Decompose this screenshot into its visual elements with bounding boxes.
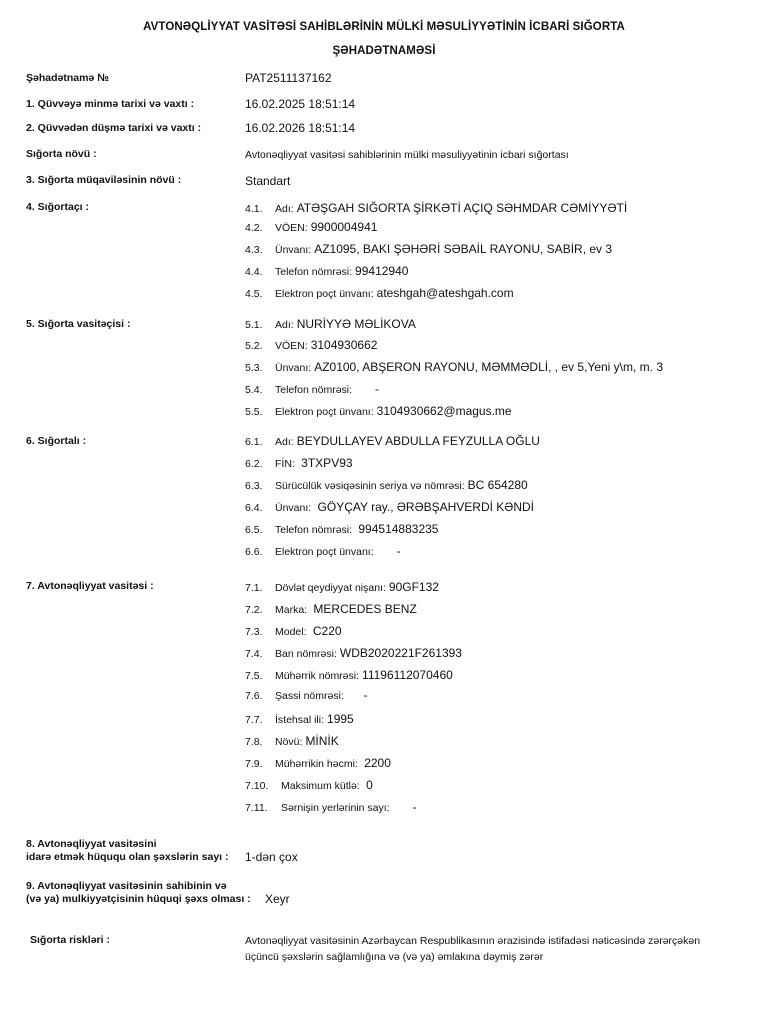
- item-key: Mühərrikin həcmi:: [275, 758, 358, 770]
- item-key: VÖEN:: [275, 222, 308, 234]
- item-value: 11196112070460: [362, 668, 453, 682]
- legal-entity-label-line1: 9. Avtonəqliyyat vasitəsinin sahibinin və: [26, 880, 227, 892]
- item-number: 7.2.: [245, 604, 263, 616]
- item-number: 7.8.: [245, 736, 263, 748]
- item-number: 6.5.: [245, 524, 263, 536]
- item-key: Maksimum kütlə:: [281, 780, 360, 792]
- contract-type-value: Standart: [245, 174, 291, 188]
- insured-name-row: [245, 434, 540, 448]
- item-number: 4.3.: [245, 244, 263, 256]
- item-value: ATƏŞGAH SIĞORTA ŞİRKƏTİ AÇIQ SƏHMDAR CƏMİYYƏTİ: [296, 201, 628, 215]
- vehicle-kind-row: [245, 734, 339, 748]
- item-value: 2200: [360, 756, 391, 770]
- item-key: Telefon nömrəsi:: [275, 266, 353, 278]
- item-value: -: [346, 688, 368, 702]
- end-label: 2. Qüvvədən düşmə tarixi və vaxtı :: [26, 122, 202, 134]
- vehicle-mass-row: [245, 778, 373, 792]
- item-number: 6.6.: [245, 546, 263, 558]
- vehicle-body-row: [245, 646, 462, 660]
- item-value: 3TXPV93: [297, 456, 353, 470]
- insurance-type-value: Avtonəqliyyat vasitəsi sahiblərinin mülki məsuliyyətinin icbari sığortası: [245, 149, 569, 161]
- cert-no-value: PAT2511137162: [245, 71, 332, 85]
- item-number: 4.2.: [245, 222, 263, 234]
- item-number: 5.4.: [245, 384, 263, 396]
- item-value: 99412940: [355, 264, 409, 278]
- vehicle-plate-row: [245, 580, 439, 594]
- vehicle-engine-row: [245, 668, 453, 682]
- document-title-line2: ŞƏHADƏTNAMƏSİ: [332, 45, 436, 57]
- agent-name-row: [245, 317, 416, 331]
- item-key: İstehsal ili:: [275, 714, 325, 726]
- drivers-value: 1-dən çox: [245, 850, 298, 864]
- item-value: -: [392, 800, 417, 814]
- item-value: 90GF132: [388, 580, 439, 594]
- item-value: NURİYYƏ MƏLİKOVA: [296, 317, 416, 331]
- item-value: 3104930662: [310, 338, 378, 352]
- drivers-label: [26, 838, 228, 864]
- insured-address-row: [245, 500, 534, 514]
- drivers-label-line2: idarə etmək hüququ olan şəxslərin sayı :: [26, 851, 229, 863]
- item-key: Ünvanı:: [275, 362, 312, 374]
- vehicle-label: 7. Avtonəqliyyat vasitəsi :: [26, 580, 154, 592]
- item-value: GÖYÇAY ray., ƏRƏBŞAHVERDİ KƏNDİ: [314, 500, 534, 514]
- item-value: 9900004941: [310, 220, 378, 234]
- drivers-label-line1: 8. Avtonəqliyyat vasitəsini: [26, 838, 157, 850]
- item-number: 6.1.: [245, 436, 263, 448]
- insured-email-row: [245, 544, 401, 558]
- item-key: Adı:: [275, 203, 294, 215]
- insurance-type-label: Sığorta növü :: [26, 148, 97, 160]
- insured-license-row: [245, 478, 528, 492]
- item-key: Mühərrik nömrəsi:: [275, 670, 360, 682]
- vehicle-year-row: [245, 712, 354, 726]
- vehicle-volume-row: [245, 756, 391, 770]
- item-number: 4.5.: [245, 288, 263, 300]
- item-number: 6.3.: [245, 480, 263, 492]
- item-key: Şassi nömrəsi:: [275, 690, 344, 702]
- vehicle-model-row: [245, 624, 342, 638]
- item-key: Elektron poçt ünvanı:: [275, 406, 374, 418]
- insurer-label: 4. Sığortaçı :: [26, 201, 90, 213]
- item-value: WDB2020221F261393: [339, 646, 462, 660]
- agent-address-row: [245, 360, 663, 374]
- item-number: 7.1.: [245, 582, 263, 594]
- item-number: 7.5.: [245, 670, 263, 682]
- agent-label: 5. Sığorta vasitəçisi :: [26, 318, 131, 330]
- insured-phone-row: [245, 522, 438, 536]
- item-value: -: [355, 382, 380, 396]
- insurer-name-row: [245, 201, 627, 215]
- start-value: 16.02.2025 18:51:14: [245, 97, 356, 111]
- item-key: Ban nömrəsi:: [275, 648, 337, 660]
- item-number: 5.3.: [245, 362, 263, 374]
- item-value: BEYDULLAYEV ABDULLA FEYZULLA OĞLU: [296, 434, 540, 448]
- vehicle-make-row: [245, 602, 417, 616]
- legal-entity-label: [26, 880, 251, 906]
- item-key: Elektron poçt ünvanı:: [275, 546, 374, 558]
- item-value: C220: [309, 624, 342, 638]
- item-key: Marka:: [275, 604, 308, 616]
- agent-phone-row: [245, 382, 379, 396]
- vehicle-seats-row: [245, 800, 417, 814]
- agent-voen-row: [245, 338, 377, 352]
- item-value: AZ0100, ABŞERON RAYONU, MƏMMƏDLİ, , ev 5,Yeni y\m, m. 3: [314, 360, 664, 374]
- item-value: AZ1095, BAKI ŞƏHƏRİ SƏBAİL RAYONU, SABİR, ev 3: [314, 242, 613, 256]
- item-key: Telefon nömrəsi:: [275, 524, 353, 536]
- item-key: FİN:: [275, 458, 295, 470]
- item-key: Ünvanı:: [275, 502, 312, 514]
- item-number: 5.5.: [245, 406, 263, 418]
- legal-entity-value: Xeyr: [265, 892, 290, 906]
- contract-type-label: 3. Sığorta müqaviləsinin növü :: [26, 174, 182, 186]
- risks-label: Sığorta riskləri :: [30, 934, 110, 946]
- insurer-voen-row: [245, 220, 377, 234]
- item-number: 5.1.: [245, 319, 263, 331]
- item-number: 7.10.: [245, 780, 269, 792]
- cert-no-label: Şəhadətnamə №: [26, 72, 109, 84]
- item-number: 6.2.: [245, 458, 263, 470]
- document-title-line1: AVTONƏQLİYYAT VASİTƏSİ SAHİBLƏRİNİN MÜLKİ MƏSULİYYƏTİNİN İCBARİ SIĞORTA: [143, 21, 625, 33]
- item-value: 0: [362, 778, 373, 792]
- item-key: Ünvanı:: [275, 244, 312, 256]
- item-number: 7.4.: [245, 648, 263, 660]
- item-key: Növü:: [275, 736, 303, 748]
- item-key: Adı:: [275, 319, 294, 331]
- item-key: Dövlət qeydiyyat nişanı:: [275, 582, 386, 594]
- item-key: Sərnişin yerlərinin sayı:: [281, 802, 390, 814]
- item-key: Adı:: [275, 436, 294, 448]
- item-value: BC 654280: [467, 478, 528, 492]
- insurer-email-row: [245, 286, 514, 300]
- insured-fin-row: [245, 456, 353, 470]
- insurer-phone-row: [245, 264, 408, 278]
- risks-value: Avtonəqliyyat vasitəsinin Azərbaycan Respublikasının ərazisində istifadəsi nəticəsində zərərçəkən üçüncü şəxslərin sağlamlığına və (və ya) əmlakına dəymiş zərər: [245, 935, 701, 963]
- item-number: 6.4.: [245, 502, 263, 514]
- item-value: -: [376, 544, 401, 558]
- insured-label: 6. Sığortalı :: [26, 435, 87, 447]
- start-label: 1. Qüvvəyə minmə tarixi və vaxtı :: [26, 98, 195, 110]
- item-number: 4.1.: [245, 203, 263, 215]
- insurer-address-row: [245, 242, 612, 256]
- agent-email-row: [245, 404, 512, 418]
- item-key: VÖEN:: [275, 340, 308, 352]
- item-value: 1995: [327, 712, 354, 726]
- item-value: MİNİK: [305, 734, 339, 748]
- item-key: Model:: [275, 626, 307, 638]
- item-value: MERCEDES BENZ: [310, 602, 417, 616]
- item-value: ateshgah@ateshgah.com: [376, 286, 514, 300]
- item-key: Telefon nömrəsi:: [275, 384, 353, 396]
- end-value: 16.02.2026 18:51:14: [245, 121, 356, 135]
- item-number: 7.11.: [245, 802, 268, 814]
- item-number: 7.9.: [245, 758, 263, 770]
- item-key: Elektron poçt ünvanı:: [275, 288, 374, 300]
- legal-entity-label-line2: (və ya) mulkiyyətçisinin hüquqi şəxs olması :: [26, 893, 251, 905]
- item-number: 7.3.: [245, 626, 263, 638]
- item-number: 4.4.: [245, 266, 263, 278]
- vehicle-chassis-row: [245, 688, 368, 702]
- item-number: 7.6.: [245, 690, 263, 702]
- item-number: 7.7.: [245, 714, 263, 726]
- item-value: 3104930662@magus.me: [376, 404, 512, 418]
- item-key: Sürücülük vəsiqəsinin seriya və nömrəsi:: [275, 480, 465, 492]
- item-number: 5.2.: [245, 340, 263, 352]
- item-value: 994514883235: [355, 522, 439, 536]
